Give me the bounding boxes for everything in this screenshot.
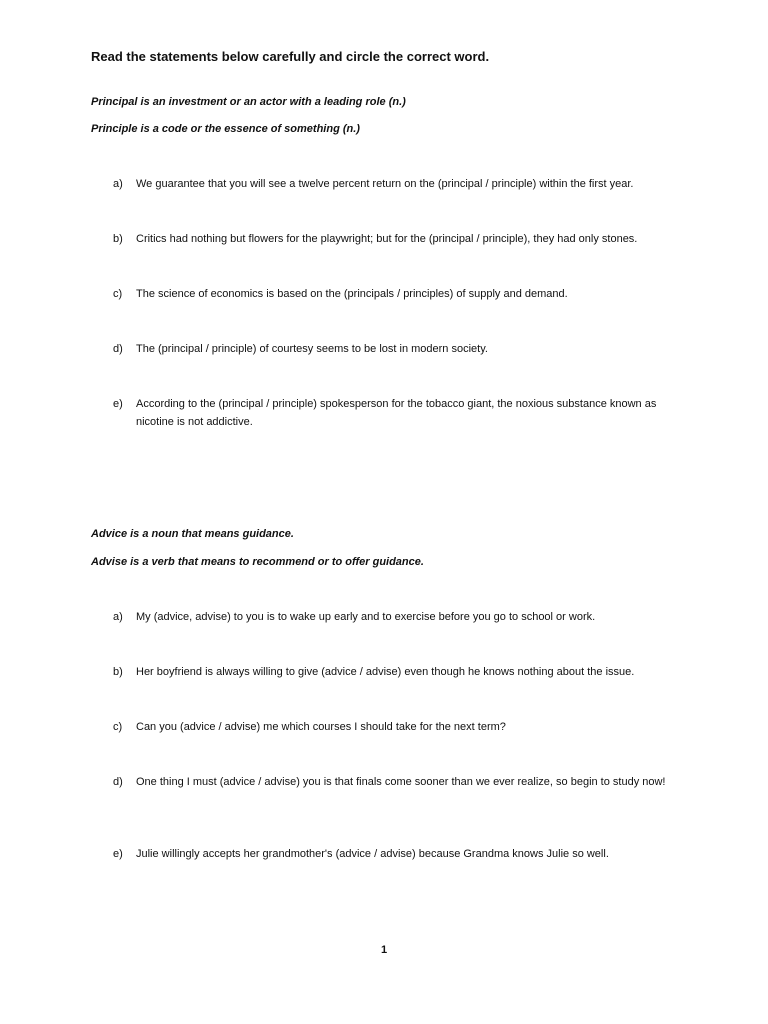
item-letter: e) bbox=[113, 398, 123, 410]
item-letter: c) bbox=[113, 721, 123, 733]
item-letter: d) bbox=[113, 776, 123, 788]
exercise-item bbox=[113, 608, 673, 626]
exercise-item bbox=[113, 230, 673, 248]
exercise-item bbox=[113, 773, 673, 791]
exercise-item bbox=[113, 175, 673, 193]
item-letter: a) bbox=[113, 611, 123, 623]
exercise-item bbox=[113, 663, 673, 681]
definition-principal: Principal is an investment or an actor with a leading role (n.) bbox=[91, 96, 406, 108]
item-text: Critics had nothing but flowers for the playwright; but for the (principal / principle), they had only stones. bbox=[136, 233, 638, 245]
item-letter: d) bbox=[113, 343, 123, 355]
exercise-item bbox=[113, 718, 673, 736]
item-text: Can you (advice / advise) me which courses I should take for the next term? bbox=[136, 721, 506, 733]
item-letter: b) bbox=[113, 666, 123, 678]
definition-principle: Principle is a code or the essence of something (n.) bbox=[91, 123, 360, 135]
item-text: The (principal / principle) of courtesy seems to be lost in modern society. bbox=[136, 343, 488, 355]
definition-advice: Advice is a noun that means guidance. bbox=[91, 528, 294, 540]
item-text: My (advice, advise) to you is to wake up early and to exercise before you go to school or work. bbox=[136, 611, 596, 623]
exercise-item bbox=[113, 285, 673, 303]
item-text: The science of economics is based on the (principals / principles) of supply and demand. bbox=[136, 288, 568, 300]
item-text: According to the (principal / principle) spokesperson for the tobacco giant, the noxious substance known as nicotine is not addictive. bbox=[136, 398, 657, 428]
item-letter: e) bbox=[113, 848, 123, 860]
exercise-item bbox=[113, 395, 673, 431]
definition-advise: Advise is a verb that means to recommend or to offer guidance. bbox=[91, 556, 424, 568]
page-number: 1 bbox=[380, 944, 388, 956]
exercise-item bbox=[113, 845, 673, 863]
instruction-heading: Read the statements below carefully and circle the correct word. bbox=[91, 49, 490, 64]
item-text: Her boyfriend is always willing to give (advice / advise) even though he knows nothing about the issue. bbox=[136, 666, 635, 678]
item-letter: b) bbox=[113, 233, 123, 245]
exercise-item bbox=[113, 340, 673, 358]
item-letter: c) bbox=[113, 288, 123, 300]
item-letter: a) bbox=[113, 178, 123, 190]
item-text: We guarantee that you will see a twelve percent return on the (principal / principle) within the first year. bbox=[136, 178, 634, 190]
item-text: Julie willingly accepts her grandmother's (advice / advise) because Grandma knows Julie so well. bbox=[136, 848, 609, 860]
item-text: One thing I must (advice / advise) you is that finals come sooner than we ever realize, so begin to study now! bbox=[136, 776, 666, 788]
